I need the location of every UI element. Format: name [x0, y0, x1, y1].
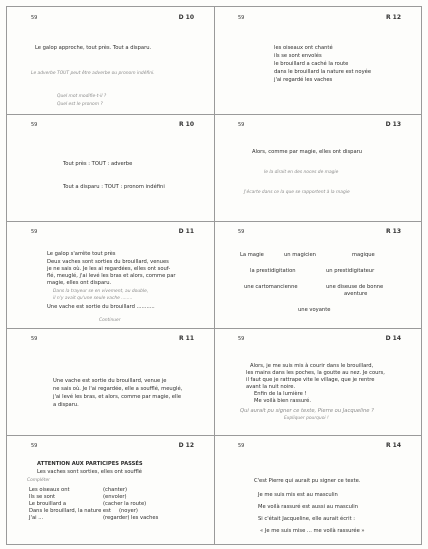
card-code: R 12 [385, 14, 401, 21]
card-text-line: Dans la trayeur se en vivement, au double, [53, 289, 149, 294]
card-text-line: ATTENTION AUX PARTICIPES PASSÉS [37, 461, 143, 467]
page-number: 59 [31, 229, 38, 235]
card-text-line: dans le brouillard la nature est noyée [274, 69, 372, 75]
card-text-line: Les vaches sont sorties, elles ont soufflé [37, 469, 142, 475]
card-text-line: « Je me suis mise ... me voilà rassurée » [260, 528, 365, 534]
card-text-line: Me voilà rassuré est aussi au masculin [258, 504, 359, 510]
page-number: 59 [238, 122, 245, 128]
card-text-line: Alors, comme par magie, elles ont disparu [252, 149, 363, 155]
page-number: 59 [31, 15, 38, 21]
page-number: 59 [238, 336, 245, 342]
card-text-line: j'ai regardé les vaches [274, 77, 333, 83]
card-text-line: Deux vaches sont sorties du brouillard, venues [47, 259, 169, 265]
card-text-line: Quel mot modifie-t-il ? [57, 94, 107, 99]
card-text-line: La magie [240, 252, 264, 258]
card-text-line: il n'y avait qu'une seule vache ........ [53, 296, 133, 301]
page-number: 59 [31, 336, 38, 342]
card-text-line: Quel est le pronom ? [57, 102, 103, 107]
card-text-line: les mains dans les poches, la goutte au nez. Je cours, [246, 370, 385, 376]
card-text-line: (chanter) [103, 487, 128, 493]
card-text-line: (envoler) [103, 494, 127, 500]
page-number: 59 [238, 15, 245, 21]
exercise-card [214, 328, 421, 435]
card-text-line: une diseuse de bonne [326, 284, 384, 290]
card-text-line: magique [352, 252, 375, 258]
exercise-card [7, 435, 214, 542]
exercise-card [7, 7, 214, 114]
card-text-line: (cacher la route) [103, 501, 147, 507]
card-text-line: Le galop s'arrête tout près [47, 251, 116, 257]
card-code: R 14 [385, 442, 401, 449]
card-code: D 14 [385, 335, 401, 342]
card-text-line: Une vache est sortie du brouillard ........... [47, 304, 155, 310]
card-text-line: flé, meuglé, j'ai levé les bras et alors, comme par [47, 273, 176, 279]
card-text-line: Enfin de la lumière ! [254, 391, 307, 397]
card-code: D 11 [178, 228, 194, 235]
card-text-line: (noyer) [119, 508, 138, 514]
card-code: D 12 [178, 442, 194, 449]
card-text-line: Tout a disparu : TOUT : pronom indéfini [63, 184, 165, 190]
page-number: 59 [238, 443, 245, 449]
card-text-line: Je me suis mis est au masculin [258, 492, 338, 498]
card-text-line: ne sais où. Je l'ai regardée, elle a soufflé, meuglé, [53, 386, 183, 392]
exercise-card [7, 221, 214, 328]
card-code: R 11 [178, 335, 194, 342]
card-code: R 10 [178, 121, 194, 128]
card-text-line: ils se sont envolés [274, 53, 322, 59]
card-text-line: les oiseaux ont chanté [274, 45, 333, 51]
exercise-card [214, 221, 421, 328]
card-text-line: le brouillard a caché la route [274, 61, 349, 67]
exercise-card [214, 7, 421, 114]
card-text-line: une voyante [298, 307, 331, 313]
card-text-line: Expliquer pourquoi ! [284, 416, 329, 421]
card-text-line: Alors, je me suis mis à courir dans le brouillard, [250, 363, 374, 369]
card-text-line: un magicien [284, 252, 316, 258]
card-text-line: avant la nuit noire. [246, 384, 296, 390]
card-text-line: Ils se sont [29, 494, 56, 500]
card-text-line: Une vache est sortie du brouillard, venue je [53, 378, 167, 384]
card-text-line: je ne sais où. Je les ai regardées, elles ont souf- [47, 266, 171, 272]
card-text-line: Qui aurait pu signer ce texte, Pierre ou Jacqueline ? [240, 408, 374, 414]
card-text-line: un prestidigitateur [326, 268, 375, 274]
exercise-card [7, 114, 214, 221]
card-text-line: une cartomancienne [244, 284, 298, 290]
card-text-line: J'ai ... [29, 515, 44, 521]
card-text-line: Le adverbe TOUT peut être adverbe ou pronom indéfini. [31, 71, 155, 76]
card-text-line: Le galop approche, tout près. Tout a disparu. [35, 45, 152, 51]
exercise-card [214, 114, 421, 221]
page-number: 59 [31, 122, 38, 128]
card-code: D 10 [178, 14, 194, 21]
card-text-line: J'écarte dans ce la que se rapportent à la magie [244, 190, 350, 195]
card-text-line: aventure [344, 291, 368, 297]
card-code: D 13 [385, 121, 401, 128]
card-text-line: j'ai levé les bras, et alors, comme par magie, elle [53, 394, 182, 400]
exercise-card [7, 328, 214, 435]
exercise-card [214, 435, 421, 542]
card-text-line: Si c'était Jacqueline, elle aurait écrit : [258, 516, 356, 522]
card-text-line: Dans le brouillard, la nature est [29, 508, 111, 514]
card-text-line: Compléter [27, 478, 50, 483]
card-text-line: a disparu. [53, 402, 79, 408]
card-text-line: Continuer [99, 318, 121, 323]
card-text-line: le la dirait en des noces de magie [264, 170, 339, 175]
card-code: R 13 [385, 228, 401, 235]
card-text-line: il faut que je rattrape vite le village, que je rentre [246, 377, 375, 383]
card-text-line: magie, elles ont disparu. [47, 280, 112, 286]
page-number: 59 [238, 229, 245, 235]
card-text-line: C'est Pierre qui aurait pu signer ce texte. [254, 478, 361, 484]
card-text-line: Me voilà bien rassuré. [254, 398, 311, 404]
card-text-line: Tout près : TOUT : adverbe [63, 161, 133, 167]
page-number: 59 [31, 443, 38, 449]
worksheet-page [6, 6, 422, 545]
card-text-line: la prestidigitation [250, 268, 296, 274]
card-text-line: Le brouillard a [29, 501, 67, 507]
card-text-line: Les oiseaux ont [29, 487, 70, 493]
card-text-line: (regarder) les vaches [103, 515, 159, 521]
